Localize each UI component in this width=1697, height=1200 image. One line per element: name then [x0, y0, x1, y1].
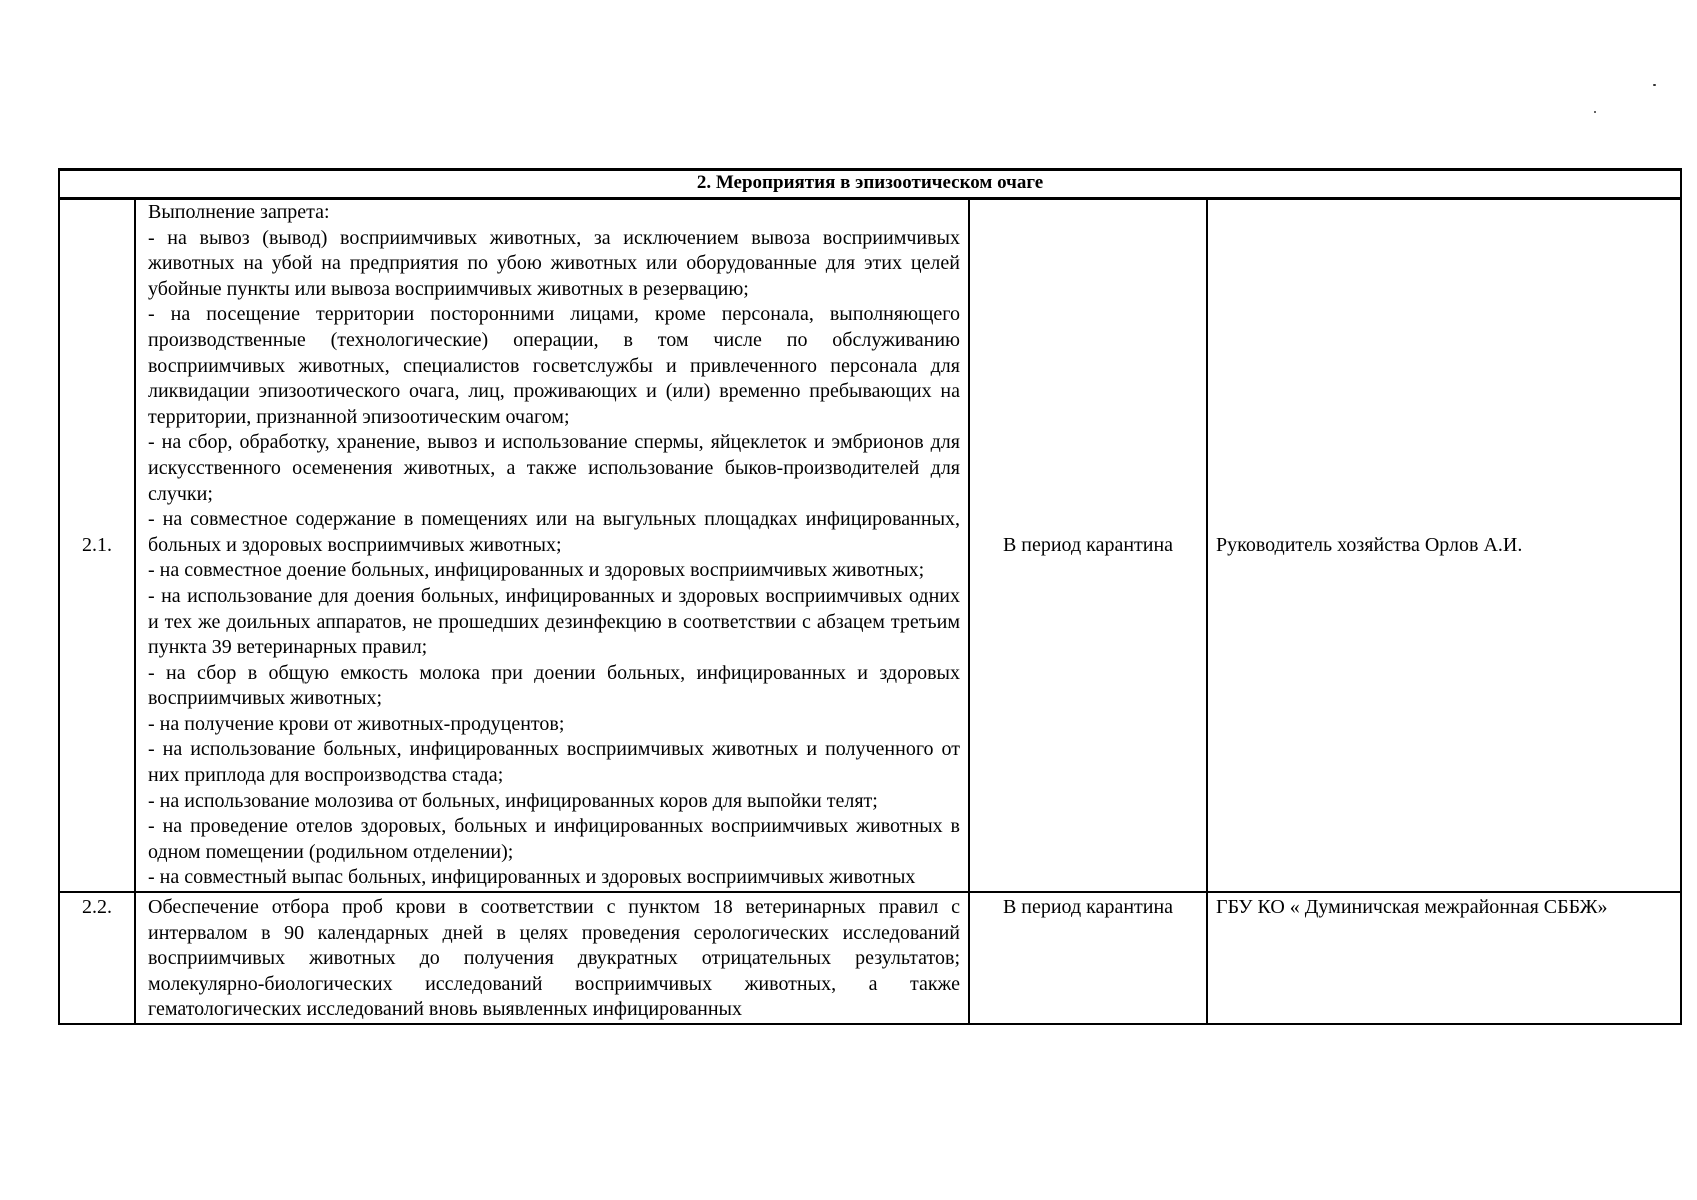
measure-line: - на совместное доение больных, инфицированных и здоровых восприимчивых животных; [148, 559, 925, 582]
measure-line: - на посещение территории посторонними лицами, кроме персонала, выполняющего производственные (технологические) операции, в том числе по обслуживанию восприимчивых животных, специалистов госветслужбы и привлеченного персонала для ликвидации эпизоотического очага, лиц, проживающих и (или) временно пребывающих на территории, признанной эпизоотическим очагом; [148, 303, 960, 428]
measure-line: Выполнение запрета: [148, 201, 330, 223]
measure-line: - на сбор, обработку, хранение, вывоз и использование спермы, яйцеклеток и эмбрионов для искусственного осеменения животных, а также использование быков-производителей для случки; [148, 431, 960, 505]
table-row [59, 892, 1681, 1024]
measure-line: - на использование больных, инфицированных восприимчивых животных и полученного от них приплода для воспроизводства стада; [148, 738, 960, 787]
measure-line: - на совместное содержание в помещениях или на выгульных площадках инфицированных, больных и здоровых восприимчивых животных; [148, 508, 960, 556]
table-row [59, 199, 1681, 893]
measure-line: - на вывоз (вывод) восприимчивых животных, за исключением вывоза восприимчивых животных на убой на предприятия по убою животных или оборудованные для этих целей убойные пункты или вывоза восприимчивых животных в резервацию; [148, 226, 960, 300]
row-number: 2.2. [59, 892, 135, 1024]
measure-line: - на проведение отелов здоровых, больных и инфицированных восприимчивых животных в одном помещении (родильном отделении); [148, 815, 960, 863]
measure-description: Обеспечение отбора проб крови в соответствии с пунктом 18 ветеринарных правил с интервалом в 90 календарных дней в целях проведения серологических исследований восприимчивых животных до получения двукратных отрицательных результатов; молекулярно-биологических исследований восприимчивых животных, а также гематологических исследований вновь выявленных инфицированных [135, 892, 969, 1024]
measure-line: - на сбор в общую емкость молока при доении больных, инфицированных и здоровых восприимчивых животных; [148, 661, 960, 710]
measures-table [58, 168, 1682, 1025]
measure-line: - на совместный выпас больных, инфицированных и здоровых восприимчивых животных [148, 866, 916, 889]
scan-speck [1653, 84, 1656, 86]
period-cell: В период карантина [969, 199, 1207, 893]
measure-line: - на использование для доения больных, инфицированных и здоровых восприимчивых одних и тех же доильных аппаратов, не прошедших дезинфекцию в соответствии с абзацем третьим пункта 39 ветеринарных правил; [148, 584, 960, 659]
measure-description [135, 199, 969, 893]
measure-line: - на получение крови от животных-продуцентов; [148, 712, 565, 735]
row-number: 2.1. [59, 199, 135, 893]
measure-line: - на использование молозива от больных, инфицированных коров для выпойки телят; [148, 789, 878, 812]
section-header-row [59, 170, 1681, 199]
scan-speck [1594, 111, 1596, 113]
responsible-cell: Руководитель хозяйства Орлов А.И. [1207, 199, 1681, 893]
section-title: 2. Мероприятия в эпизоотическом очаге [59, 170, 1681, 199]
responsible-cell: ГБУ КО « Думиничская межрайонная СББЖ» [1207, 892, 1681, 1024]
period-cell: В период карантина [969, 892, 1207, 1024]
